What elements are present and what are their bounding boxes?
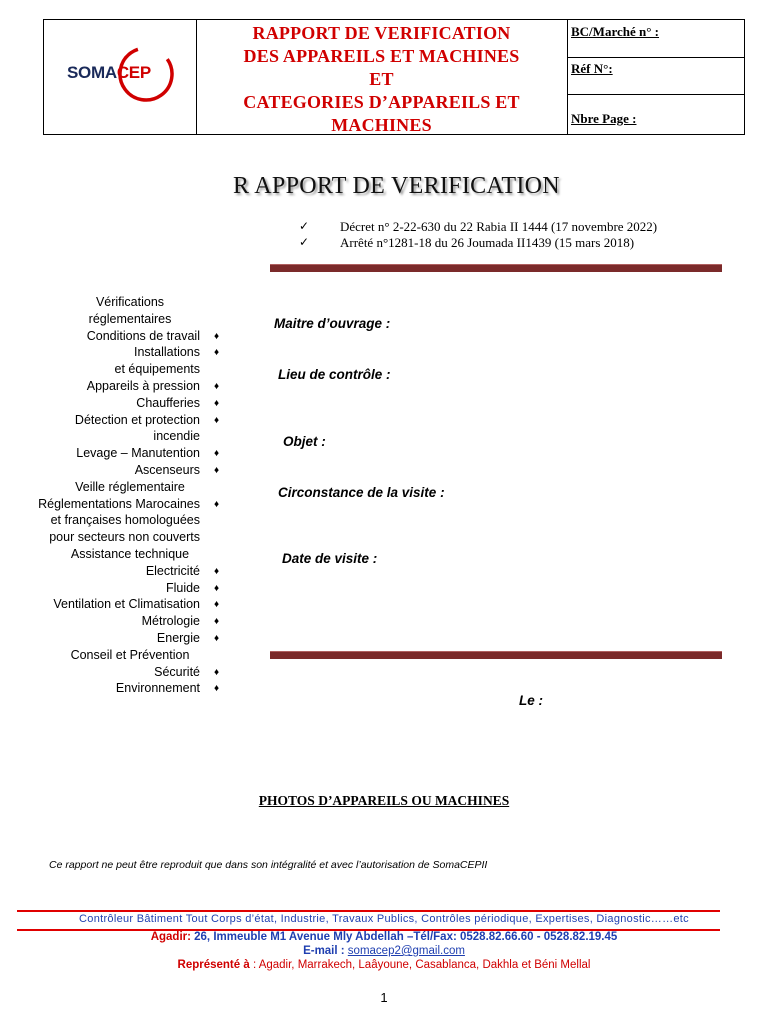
separator-bottom: [270, 651, 722, 659]
diamond-bullet-icon: ♦: [214, 498, 220, 510]
service-label: Ventilation et Climatisation: [53, 597, 200, 612]
decree-1: Décret n° 2-22-630 du 22 Rabia II 1444 (17 novembre 2022): [340, 219, 658, 234]
services-list: [30, 294, 230, 697]
service-label: Métrologie: [141, 614, 200, 629]
service-item: [30, 664, 230, 681]
service-item: [30, 496, 230, 513]
diamond-bullet-icon: ♦: [214, 414, 220, 426]
service-item: [30, 630, 230, 647]
agadir-label: Agadir:: [150, 931, 191, 943]
service-item: [30, 596, 230, 613]
refs-cell: [567, 20, 744, 134]
main-title: R APPORT DE VERIFICATION: [233, 173, 560, 199]
service-label: Conseil et Prévention: [70, 647, 190, 662]
diamond-bullet-icon: ♦: [214, 464, 220, 476]
email-label: E-mail :: [303, 945, 348, 957]
service-label: Sécurité: [154, 664, 200, 679]
diamond-bullet-icon: ♦: [214, 330, 220, 342]
service-label: et équipements: [114, 362, 200, 377]
diamond-bullet-icon: ♦: [214, 565, 220, 577]
check-icon: ✓: [299, 219, 310, 233]
footer-rule-top: [17, 910, 720, 912]
service-item: [30, 395, 230, 412]
service-label: Fluide: [165, 580, 200, 595]
service-label: Environnement: [115, 681, 200, 696]
service-item: [30, 462, 230, 479]
service-item: [30, 294, 230, 311]
field-lieu-controle: Lieu de contrôle :: [278, 367, 391, 382]
logo-text-a: SOMA: [67, 63, 117, 82]
field-le: Le :: [519, 693, 544, 708]
service-label: Ascenseurs: [134, 462, 200, 477]
service-item: [30, 529, 230, 546]
service-item: [30, 412, 230, 429]
field-maitre-ouvrage: Maitre d’ouvrage :: [274, 316, 391, 331]
diamond-bullet-icon: ♦: [214, 632, 220, 644]
diamond-bullet-icon: ♦: [214, 380, 220, 392]
rep-cities: : Agadir, Marrakech, Laâyoune, Casablanca, Dakhla et Béni Mellal: [249, 959, 591, 971]
logo-text-b: CEP: [116, 63, 151, 82]
title-line-4: CATEGORIES D’APPAREILS ET: [243, 92, 520, 112]
field-objet: Objet :: [283, 434, 326, 449]
service-label: Chaufferies: [136, 395, 200, 410]
service-item: [30, 328, 230, 345]
service-item: [30, 680, 230, 697]
service-item: [30, 512, 230, 529]
service-item: [30, 563, 230, 580]
title-line-5: MACHINES: [331, 115, 432, 135]
service-item: [30, 546, 230, 563]
diamond-bullet-icon: ♦: [214, 666, 220, 678]
service-label: Vérifications: [95, 295, 165, 309]
service-item: [30, 428, 230, 445]
ref-row-pages: [567, 95, 744, 134]
field-circonstance: Circonstance de la visite :: [278, 485, 445, 500]
service-item: [30, 378, 230, 395]
service-label: incendie: [153, 429, 200, 444]
decree-2: Arrêté n°1281-18 du 26 Joumada II1439 (15 mars 2018): [340, 235, 635, 250]
service-label: réglementaires: [88, 311, 172, 326]
service-item: [30, 361, 230, 378]
service-label: Installations: [133, 345, 200, 360]
service-item: [30, 344, 230, 361]
service-label: Réglementations Marocaines: [38, 496, 200, 511]
somacep-logo: [66, 44, 181, 104]
footer-representation: [0, 959, 768, 971]
service-item: [30, 647, 230, 664]
service-label: Levage – Manutention: [76, 446, 200, 461]
footer-email: [0, 945, 768, 957]
footer-address: [0, 931, 768, 943]
title-line-2: DES APPAREILS ET MACHINES: [243, 46, 520, 66]
service-label: Assistance technique: [70, 546, 190, 561]
diamond-bullet-icon: ♦: [214, 397, 220, 409]
ref-row-marche: [567, 20, 744, 58]
rep-label: Représenté à: [177, 959, 250, 971]
field-date-visite: Date de visite :: [282, 551, 378, 566]
service-item: [30, 613, 230, 630]
separator-top: [270, 264, 722, 272]
diamond-bullet-icon: ♦: [214, 448, 220, 460]
service-label: et françaises homologuées: [50, 513, 200, 528]
service-label: Veille réglementaire: [75, 479, 185, 494]
reproduction-notice: Ce rapport ne peut être reproduit que dans son intégralité et avec l’autorisation de SomaCEPII: [49, 859, 488, 871]
diamond-bullet-icon: ♦: [214, 347, 220, 359]
title-cell: [196, 20, 568, 134]
photos-title: PHOTOS D’APPAREILS OU MACHINES: [258, 793, 510, 808]
diamond-bullet-icon: ♦: [214, 582, 220, 594]
service-label: Conditions de travail: [86, 328, 200, 343]
page-number: 1: [380, 990, 388, 1005]
diamond-bullet-icon: ♦: [214, 683, 220, 695]
service-label: Appareils à pression: [86, 378, 200, 393]
service-label: Electricité: [145, 563, 200, 578]
ref-label: Réf N°:: [571, 61, 613, 76]
email-link[interactable]: somacep2@gmail.com: [347, 945, 465, 957]
diamond-bullet-icon: ♦: [214, 599, 220, 611]
service-item: [30, 445, 230, 462]
title-line-1: RAPPORT DE VERIFICATION: [252, 23, 511, 43]
service-label: Energie: [156, 630, 200, 645]
service-item: [30, 311, 230, 328]
service-label: pour secteurs non couverts: [49, 530, 200, 545]
diamond-bullet-icon: ♦: [214, 616, 220, 628]
service-label: Détection et protection: [74, 412, 200, 427]
marche-label: BC/Marché n° :: [571, 24, 660, 39]
check-icon: ✓: [299, 235, 310, 249]
pages-label: Nbre Page :: [571, 111, 637, 126]
service-item: [30, 479, 230, 496]
logo-cell: [44, 20, 197, 134]
footer-activities: Contrôleur Bâtiment Tout Corps d’état, Industrie, Travaux Publics, Contrôles périodique, Expertises, Diagnostic……etc: [79, 913, 689, 925]
service-item: [30, 580, 230, 597]
header-table: [43, 19, 745, 135]
agadir-address: 26, Immeuble M1 Avenue Mly Abdellah –Tél/Fax: 0528.82.66.60 - 0528.82.19.45: [190, 931, 618, 943]
title-line-3: ET: [369, 69, 394, 89]
ref-row-ref: [567, 58, 744, 95]
